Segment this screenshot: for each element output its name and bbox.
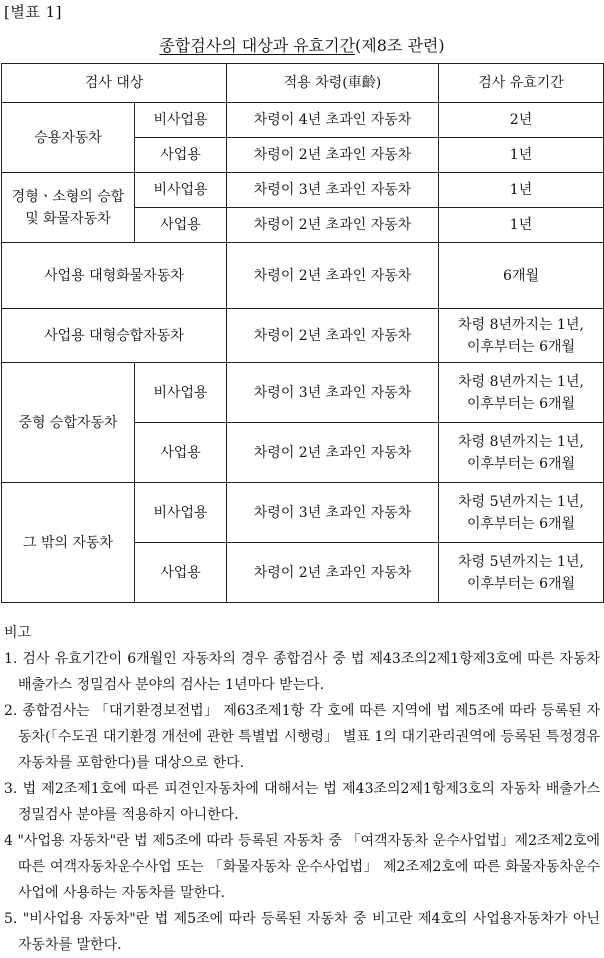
header-vehicle-age: 적용 차령(車齡) xyxy=(227,64,439,103)
table-row xyxy=(2,483,604,543)
validity-cell: 1년 xyxy=(439,138,604,173)
validity-line: 차령 8년까지는 1년, xyxy=(458,433,584,450)
validity-line: 차령 8년까지는 1년, xyxy=(458,316,584,333)
age-cell: 차령이 2년 초과인 자동차 xyxy=(227,208,439,243)
table-header-row xyxy=(2,64,604,103)
validity-cell xyxy=(439,363,604,423)
age-cell: 차령이 3년 초과인 자동차 xyxy=(227,483,439,543)
notes-heading: 비고 xyxy=(4,625,32,641)
group-cell: 승용자동차 xyxy=(2,103,135,173)
note-item: 5. "비사업용 자동차"란 법 제5조에 따라 등록된 자동차 중 비고란 제4호의 사업용자동차가 아닌 자동차를 말한다. xyxy=(4,911,600,953)
validity-cell xyxy=(439,423,604,483)
group-cell: 그 밖의 자동차 xyxy=(2,483,135,603)
notes-section xyxy=(4,620,600,958)
validity-cell: 1년 xyxy=(439,173,604,208)
sub-cell: 사업용 xyxy=(135,423,227,483)
group-cell: 사업용 대형승합자동차 xyxy=(2,309,227,363)
age-cell: 차령이 2년 초과인 자동차 xyxy=(227,543,439,603)
validity-cell: 1년 xyxy=(439,208,604,243)
document-title xyxy=(0,33,604,56)
validity-line: 차령 5년까지는 1년, xyxy=(458,553,584,570)
group-cell: 중형 승합자동차 xyxy=(2,363,135,483)
sub-cell: 비사업용 xyxy=(135,363,227,423)
note-item: 1. 검사 유효기간이 6개월인 자동차의 경우 종합검사 중 법 제43조의2제1항제3호에 따른 자동차 배출가스 정밀검사 분야의 검사는 1년마다 받는다. xyxy=(4,651,600,693)
table-row xyxy=(2,243,604,309)
validity-line: 이후부터는 6개월 xyxy=(467,575,576,592)
validity-line: 이후부터는 6개월 xyxy=(467,455,576,472)
sub-cell: 사업용 xyxy=(135,138,227,173)
validity-line: 차령 5년까지는 1년, xyxy=(458,493,584,510)
age-cell: 차령이 3년 초과인 자동차 xyxy=(227,173,439,208)
header-validity: 검사 유효기간 xyxy=(439,64,604,103)
age-cell: 차령이 2년 초과인 자동차 xyxy=(227,243,439,309)
sub-cell: 사업용 xyxy=(135,543,227,603)
age-cell: 차령이 2년 초과인 자동차 xyxy=(227,138,439,173)
validity-cell: 2년 xyxy=(439,103,604,138)
validity-line: 이후부터는 6개월 xyxy=(467,395,576,412)
note-item: 3. 법 제2조제1호에 따른 피견인자동차에 대해서는 법 제43조의2제1항제3호의 자동차 배출가스 정밀검사 분야를 적용하지 아니한다. xyxy=(4,781,600,823)
group-cell xyxy=(2,173,135,243)
note-item: 2. 종합검사는 「대기환경보전법」 제63조제1항 각 호에 따른 지역에 법 제5조에 따라 등록된 자동차(「수도권 대기환경 개선에 관한 특별법 시행령」 별표 1의 대기관리권역에 등록된 특정경유자동차를 포함한다)를 대상으로 한다. xyxy=(4,703,600,771)
validity-line: 이후부터는 6개월 xyxy=(467,338,576,355)
sub-cell: 비사업용 xyxy=(135,103,227,138)
header-target: 검사 대상 xyxy=(2,64,227,103)
age-cell: 차령이 4년 초과인 자동차 xyxy=(227,103,439,138)
page-label: [별표 1] xyxy=(4,3,62,21)
title-main: 종합검사의 대상과 유효기간 xyxy=(159,36,356,55)
group-cell: 사업용 대형화물자동차 xyxy=(2,243,227,309)
validity-cell xyxy=(439,483,604,543)
table-row xyxy=(2,103,604,138)
note-item: 4 "사업용 자동차"란 법 제5조에 따라 등록된 자동차 중 「여객자동차 운수사업법」제2조제2호에 따른 여객자동차운수사업 또는 「화물자동차 운수사업법」 제2조제2호에 따른 화물자동차운수사업에 사용하는 자동차를 말한다. xyxy=(4,833,600,901)
age-cell: 차령이 2년 초과인 자동차 xyxy=(227,423,439,483)
title-suffix: (제8조 관련) xyxy=(355,36,445,55)
sub-cell: 비사업용 xyxy=(135,173,227,208)
validity-line: 차령 8년까지는 1년, xyxy=(458,373,584,390)
sub-cell: 비사업용 xyxy=(135,483,227,543)
table-row xyxy=(2,309,604,363)
sub-cell: 사업용 xyxy=(135,208,227,243)
group-line: 및 화물자동차 xyxy=(25,210,111,227)
validity-cell: 6개월 xyxy=(439,243,604,309)
validity-cell xyxy=(439,543,604,603)
table-row xyxy=(2,363,604,423)
group-line: 경형ㆍ소형의 승합 xyxy=(11,188,125,205)
inspection-validity-table xyxy=(1,63,604,603)
age-cell: 차령이 3년 초과인 자동차 xyxy=(227,363,439,423)
age-cell: 차령이 2년 초과인 자동차 xyxy=(227,309,439,363)
table-row xyxy=(2,173,604,208)
validity-cell xyxy=(439,309,604,363)
validity-line: 이후부터는 6개월 xyxy=(467,515,576,532)
